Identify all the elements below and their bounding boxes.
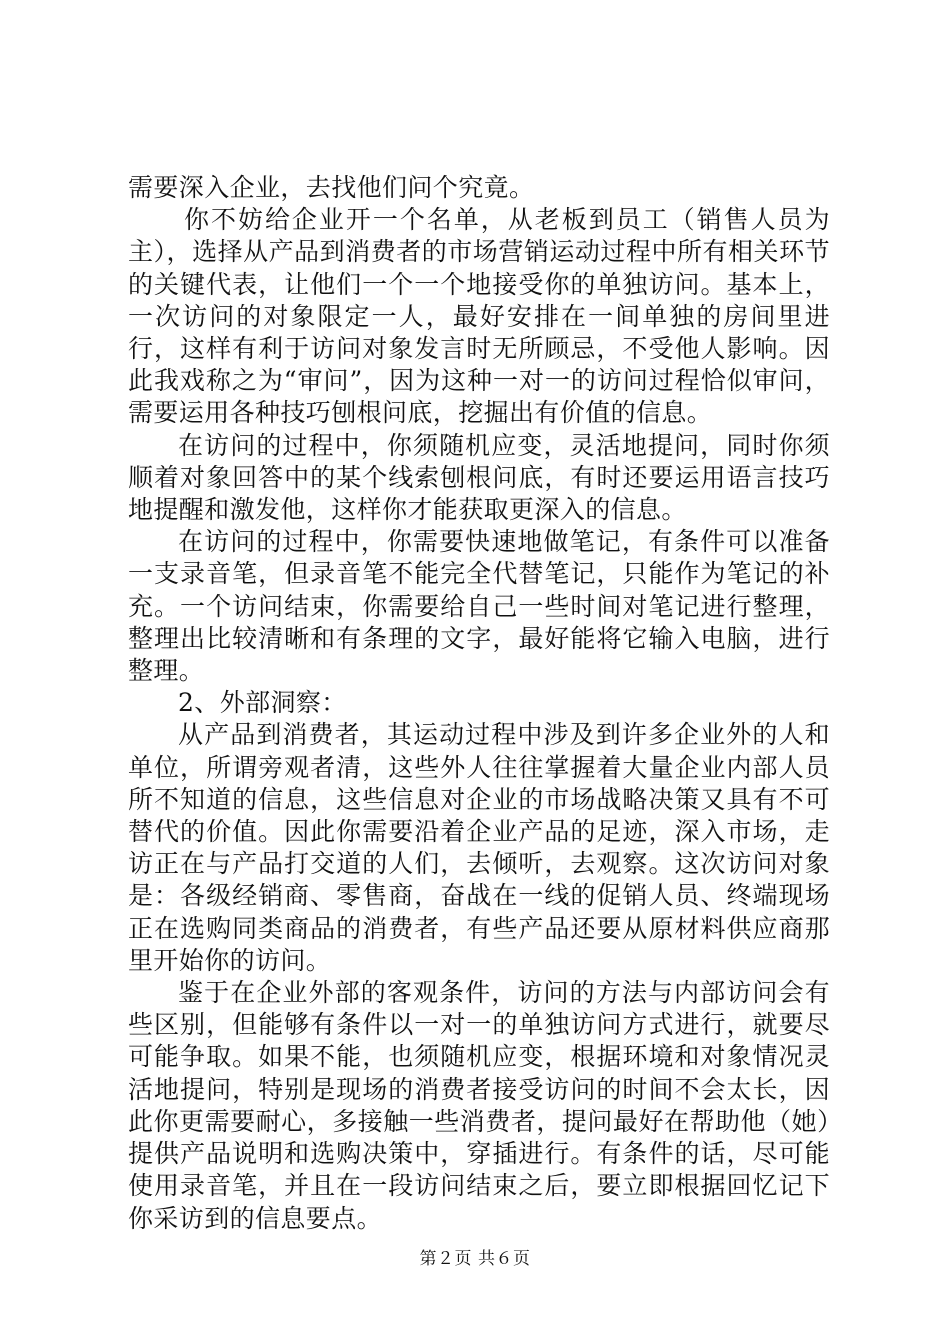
- paragraph-continuation: 需要深入企业，去找他们问个究竟。: [128, 173, 535, 202]
- paragraph-interview-list: 你不妨给企业开一个名单，从老板到员工（销售人员为主），选择从产品到消费者的市场营销运动过程中所有相关环节的关键代表，让他们一个一个地接受你的单独访问。基本上，一次访问的对象限定一人，最好安排在一间单独的房间里进行，这样有利于访问对象发言时无所顾忌，不受他人影响。因此我戏称之为“审问”，因为这种一对一的访问过程恰似审问，需要运用各种技巧刨根问底，挖掘出有价值的信息。: [128, 205, 830, 428]
- page-number-footer: 第２页 共６页: [419, 1249, 531, 1269]
- paragraph-external-methods: 鉴于在企业外部的客观条件，访问的方法与内部访问会有些区别，但能够有条件以一对一的单独访问方式进行，就要尽可能争取。如果不能，也须随机应变，根据环境和对象情况灵活地提问，特别是现场的消费者接受访问的时间不会太长，因此你更需要耐心，多接触一些消费者，提问最好在帮助他（她）提供产品说明和选购决策中，穿插进行。有条件的话，尽可能使用录音笔，并且在一段访问结束之后，要立即根据回忆记下你采访到的信息要点。: [128, 978, 830, 1233]
- paragraph-note-taking: 在访问的过程中，你需要快速地做笔记，有条件可以准备一支录音笔，但录音笔不能完全代替笔记，只能作为笔记的补充。一个访问结束，你需要给自己一些时间对笔记进行整理，整理出比较清晰和有条理的文字，最好能将它输入电脑，进行整理。: [128, 527, 830, 686]
- paragraph-external-parties: 从产品到消费者，其运动过程中涉及到许多企业外的人和单位，所谓旁观者清，这些外人往往掌握着大量企业内部人员所不知道的信息，这些信息对企业的市场战略决策又具有不可替代的价值。因此你需要沿着企业产品的足迹，深入市场，走访正在与产品打交道的人们，去倾听，去观察。这次访问对象是：各级经销商、零售商，奋战在一线的促销人员、终端现场正在选购同类商品的消费者，有些产品还要从原材料供应商那里开始你的访问。: [128, 720, 830, 975]
- section-heading-external-insight: 2、外部洞察：: [178, 688, 347, 718]
- document-body: [128, 172, 830, 1235]
- paragraph-flexible-questioning: 在访问的过程中，你须随机应变，灵活地提问，同时你须顺着对象回答中的某个线索刨根问底，有时还要运用语言技巧地提醒和激发他，这样你才能获取更深入的信息。: [128, 430, 830, 525]
